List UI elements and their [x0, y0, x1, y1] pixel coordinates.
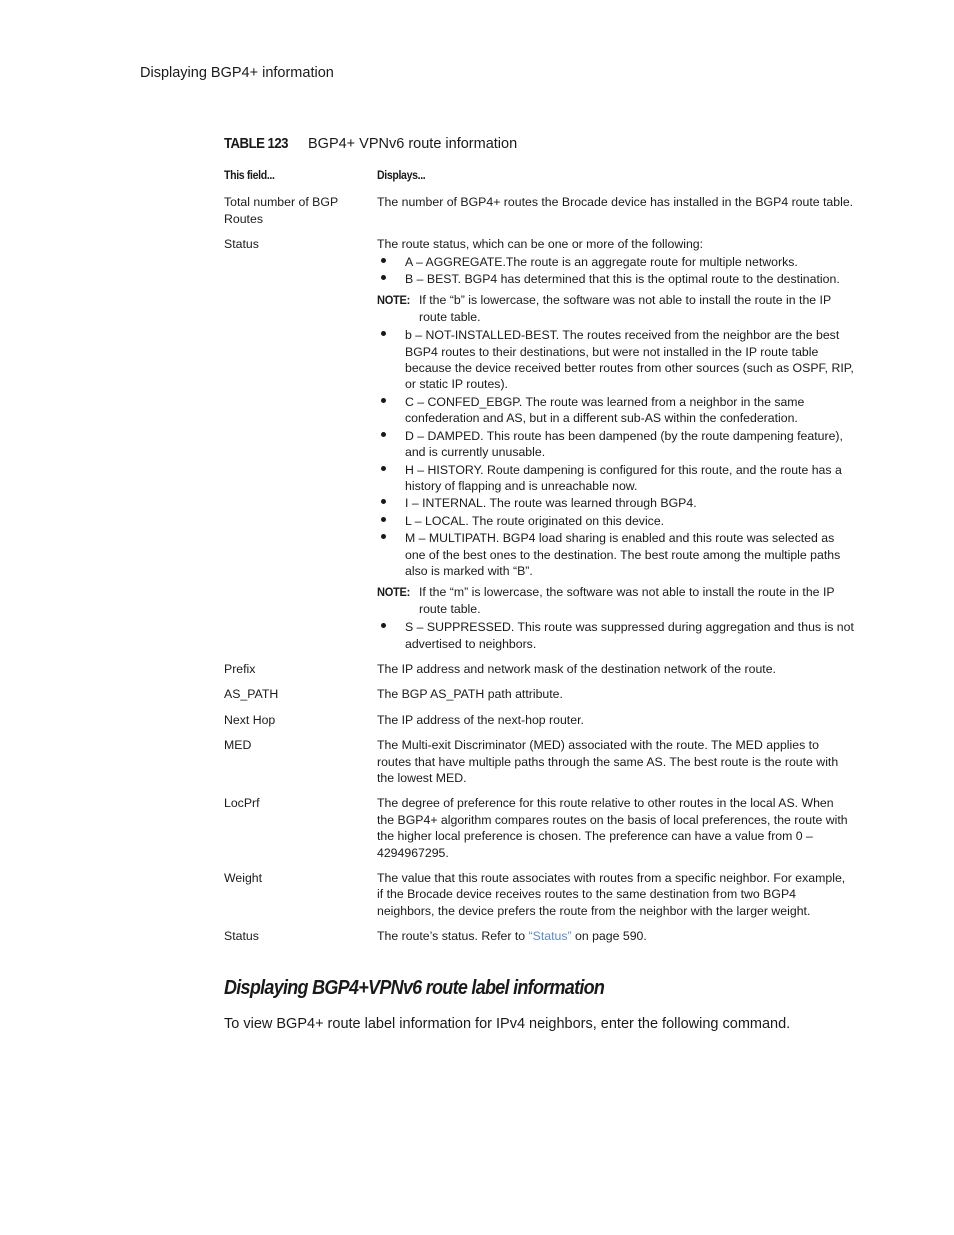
list-item: D – DAMPED. This route has been dampened (by the route dampening feature), and is currently unusable.: [377, 428, 854, 461]
column-header-displays: Displays...: [377, 168, 426, 182]
table-row: [224, 236, 854, 652]
field-description: The number of BGP4+ routes the Brocade device has installed in the BGP4 route table.: [377, 195, 854, 210]
section-heading: Displaying BGP4+VPNv6 route label information: [224, 977, 605, 999]
table-row: [224, 712, 854, 728]
list-item: b – NOT-INSTALLED-BEST. The routes received from the neighbor are the best BGP4 routes to their destinations, but were not installed in the IP route table because the device received better routes from other sources (such as OSPF, RIP, or static IP routes).: [377, 327, 854, 393]
field-description: The route’s status. Refer to “Status” on page 590.: [377, 929, 647, 944]
list-item: S – SUPPRESSED. This route was suppressed during aggregation and thus is not advertised to neighbors.: [377, 619, 854, 652]
field-name: Next Hop: [224, 712, 276, 727]
note-label: NOTE:: [377, 585, 411, 600]
status-cross-reference-link[interactable]: “Status”: [528, 929, 572, 944]
list-item: C – CONFED_EBGP. The route was learned from a neighbor in the same confederation and AS, but in a different sub-AS within the confederation.: [377, 394, 854, 427]
table-row: [224, 870, 854, 919]
field-description: The value that this route associates with routes from a specific neighbor. For example, if the Brocade device receives routes to the same destination from two BGP4 neighbors, the device prefers the route from the neighbor with the larger weight.: [377, 871, 846, 918]
table-row: [224, 661, 854, 677]
table-row: [224, 795, 854, 861]
bullet-icon: [377, 327, 405, 393]
field-description: [377, 236, 854, 652]
table-row: [224, 928, 854, 944]
field-description: The IP address of the next-hop router.: [377, 712, 584, 727]
bullet-icon: [377, 394, 405, 427]
list-item: I – INTERNAL. The route was learned through BGP4.: [377, 495, 854, 511]
field-name: LocPrf: [224, 796, 260, 811]
bullet-icon: [377, 428, 405, 461]
note: [377, 584, 854, 617]
section-intro: To view BGP4+ route label information for IPv4 neighbors, enter the following command.: [224, 1016, 791, 1032]
column-header-field: This field...: [224, 168, 275, 182]
note: [377, 292, 854, 325]
list-item: L – LOCAL. The route originated on this device.: [377, 513, 854, 529]
table-title: BGP4+ VPNv6 route information: [308, 136, 518, 152]
bullet-icon: [377, 271, 405, 287]
note-text: If the “m” is lowercase, the software was not able to install the route in the IP route table.: [419, 585, 835, 616]
table-caption: [224, 135, 517, 152]
bullet-icon: [377, 462, 405, 495]
bullet-icon: [377, 530, 405, 579]
field-name: AS_PATH: [224, 687, 279, 702]
field-name: Prefix: [224, 661, 256, 676]
list-item: B – BEST. BGP4 has determined that this is the optimal route to the destination.: [377, 271, 854, 287]
table-row: [224, 686, 854, 702]
field-description: The Multi-exit Discriminator (MED) associated with the route. The MED applies to routes that have multiple paths through the same AS. The best route is the route with the lowest MED.: [377, 738, 839, 785]
bullet-icon: [377, 495, 405, 511]
bullet-icon: [377, 254, 405, 270]
note-text: If the “b” is lowercase, the software was not able to install the route in the IP route table.: [419, 293, 831, 324]
field-name: Status: [224, 237, 259, 252]
field-name: Status: [224, 929, 259, 944]
field-description: The degree of preference for this route relative to other routes in the local AS. When the BGP4+ algorithm compares routes on the basis of local preferences, the route with the higher local preference is chosen. The preference can have a value from 0 – 4294967295.: [377, 796, 848, 860]
route-info-table: [224, 167, 854, 954]
note-label: NOTE:: [377, 293, 411, 308]
field-description: The BGP AS_PATH path attribute.: [377, 687, 563, 702]
field-name: Total number of BGP Routes: [224, 195, 338, 226]
list-item: M – MULTIPATH. BGP4 load sharing is enabled and this route was selected as one of the best ones to the destination. The best route among the multiple paths also is marked with “B”.: [377, 530, 854, 579]
field-name: MED: [224, 738, 252, 753]
table-row: [224, 737, 854, 786]
status-intro: The route status, which can be one or more of the following:: [377, 237, 704, 252]
table-header-row: [224, 167, 854, 183]
table-number: TABLE 123: [224, 135, 288, 152]
running-header: Displaying BGP4+ information: [140, 65, 334, 81]
field-name: Weight: [224, 871, 263, 886]
table-row: [224, 194, 854, 227]
bullet-icon: [377, 513, 405, 529]
list-item: H – HISTORY. Route dampening is configured for this route, and the route has a history of flapping and is unreachable now.: [377, 462, 854, 495]
list-item: A – AGGREGATE.The route is an aggregate route for multiple networks.: [377, 254, 854, 270]
field-description: The IP address and network mask of the destination network of the route.: [377, 661, 776, 676]
bullet-icon: [377, 619, 405, 652]
